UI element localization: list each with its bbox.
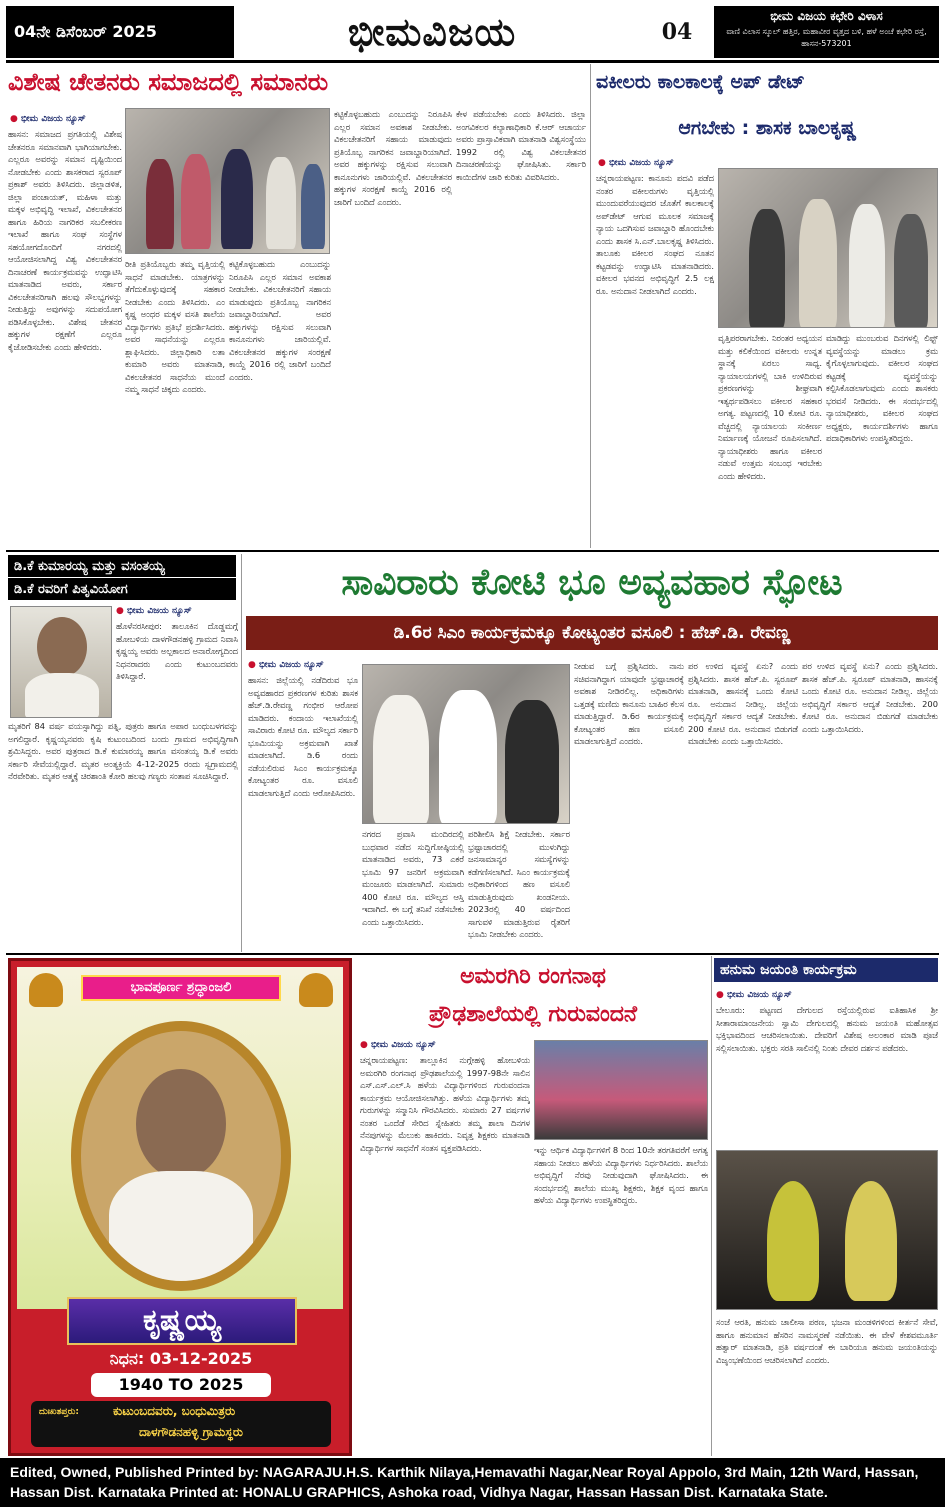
article-column: ಕಟ್ಟಿಕೊಳ್ಳಬಹುದು ಎಂಬುದನ್ನು ನಿರೂಪಿಸಿ ಎಲ್ಲರ ಸಮಾನ ಅವಕಾಶ ನೀಡಬೇಕು. ವಿಕಲಚೇತನರಿಗೆ ಸಹಾಯ ಮಾಡುವುದು ಪ್ರತಿಯೊಬ್ಬ ನಾಗರಿಕನ ಜವಾಬ್ದಾರಿಯಾಗಿದೆ. ಅವರ ಹಕ್ಕುಗಳನ್ನು ರಕ್ಷಿಸುವ ಸಲುವಾಗಿ ಕಾನೂನುಗಳು ಜಾರಿಯಲ್ಲಿವೆ. ವಿಕಲಚೇತನರ ಹಕ್ಕುಗಳ ಸಂರಕ್ಷಣೆ ಕಾಯ್ದೆ 2016 ರಲ್ಲಿ ಜಾರಿಗೆ ಬಂದಿದೆ ಎಂದರು. bbox=[229, 259, 331, 382]
article-column: ರೀತಿ ಪ್ರತಿಯೊಬ್ಬರು ತಮ್ಮ ವೃತ್ತಿಯಲ್ಲಿ ಸಾಧನೆ ಮಾಡಬೇಕು. ಯಾತ್ರಗಳನ್ನು ತೆಗೆದುಕೊಳ್ಳುವುದಕ್ಕೆ ಸಹಕಾರ ನೀಡಬೇಕು ಎಂದು ತಿಳಿಸಿದರು. ಎಂ ಕೃಷ್ಣ ಅಂಧರ ಮಕ್ಕಳ ವಸತಿ ಶಾಲೆಯ ವಿದ್ಯಾರ್ಥಿಗಳು ಪ್ರತಿಭೆ ಪ್ರದರ್ಶಿಸಿದರು. ಅವರ ಸಾಧನೆಯನ್ನು ಎಲ್ಲರೂ ಶ್ಲಾಘಿಸಿದರು. ಜಿಲ್ಲಾಧಿಕಾರಿ ಲತಾ ಕುಮಾರಿ ಅವರು ಮಾತನಾಡಿ, ವಿಕಲಚೇತನರ ಸಾಧನೆಯ ಮುಂದೆ ನಮ್ಮ ಸಾಧನೆ ಚಿಕ್ಕದು ಎಂದರು. bbox=[125, 259, 225, 394]
byline: ● ಭೀಮ ವಿಜಯ ನ್ಯೂಸ್ bbox=[360, 1040, 510, 1050]
article-column: ಮಾಡಿದ್ದು ಮುಂಬರುವ ದಿನಗಳಲ್ಲಿ ಲಿಫ್ಟ್ ವ್ಯವಸ್ಥೆಯನ್ನು ಮಾಡಲು ಕ್ರಮ ಕೈಗೊಳ್ಳಲಾಗುವುದು. ವಕೀಲರ ಸಂಘದ ಕಟ್ಟಡಕ್ಕೆ ವ್ಯವಸ್ಥೆಯನ್ನು ಕಲ್ಪಿಸಿಕೊಡಲಾಗುವುದು ಎಂದು ಶಾಸಕರು ಭರವಸೆ ನೀಡಿದರು. ಈ ಸಂದರ್ಭದಲ್ಲಿ ನ್ಯಾಯಾಧೀಶರು, ವಕೀಲರ ಸಂಘದ ಅಧ್ಯಕ್ಷರು, ಕಾರ್ಯದರ್ಶಿಗಳು ಹಾಗೂ ಪದಾಧಿಕಾರಿಗಳು ಉಪಸ್ಥಿತರಿದ್ದರು. bbox=[826, 333, 938, 443]
article-column: ವೃತ್ತಿಪರರಾಗಬೇಕು. ನಿರಂತರ ಅಧ್ಯಯನ ಮತ್ತು ಕಲಿಕೆಯಿಂದ ವಕೀಲರು ಉನ್ನತ ಸ್ಥಾನಕ್ಕೆ ಏರಲು ಸಾಧ್ಯ. ನ್ಯಾಯಾಲಯಗಳಲ್ಲಿ ಬಾಕಿ ಉಳಿದಿರುವ ಪ್ರಕರಣಗಳನ್ನು ಶೀಘ್ರವಾಗಿ ಇತ್ಯರ್ಥಪಡಿಸಲು ವಕೀಲರ ಸಹಕಾರ ಅಗತ್ಯ. ಪಟ್ಟಣದಲ್ಲಿ 10 ಕೋಟಿ ರೂ. ವೆಚ್ಚದಲ್ಲಿ ನ್ಯಾಯಾಲಯ ಸಂಕೀರ್ಣ ನಿರ್ಮಾಣಕ್ಕೆ ಯೋಜನೆ ರೂಪಿಸಲಾಗಿದೆ. ನ್ಯಾಯಾಧೀಶರು ಹಾಗೂ ವಕೀಲರ ನಡುವೆ ಉತ್ತಮ ಸಂಬಂಧ ಇರಬೇಕು ಎಂದು ಹೇಳಿದರು. bbox=[718, 333, 822, 481]
imprint-line1: Edited, Owned, Published Printed by: NAGARAJU.H.S. Karthik Nilaya,Hemavathi Nagar,Near Royal Appolo, 3rd Main, 12th Ward, Hassan, bbox=[10, 1464, 919, 1480]
section-divider bbox=[6, 953, 939, 955]
mourners-label: ದುಃಖತಪ್ತರು: bbox=[39, 1407, 79, 1417]
issue-date: 04ನೇ ಡಿಸೆಂಬರ್ 2025 bbox=[6, 6, 234, 58]
article-column: ಪರ ಉಳಿದ ವ್ಯವಸ್ಥೆ ಏನು? ಎಂದು ಪ್ರಶ್ನಿಸಿದರು. ಶಾಸಕ ಹೆಚ್.ಪಿ. ಸ್ವರೂಪ್ ಮಾತನಾಡಿ, ಹಾಸನಕ್ಕೆ ಒಂದು ಕೋಟಿ ರೂ. ಅನುದಾನ ನೀಡಿಲ್ಲ. ಜಿಲ್ಲೆಯ ಅಭಿವೃದ್ಧಿಗೆ ಸರ್ಕಾರ ಆದ್ಯತೆ ನೀಡಬೇಕು. 200 ಕೋಟಿ ರೂ. ಅನುದಾನ ಬಿಡುಗಡೆ ಮಾಡಬೇಕು ಎಂದು ಒತ್ತಾಯಿಸಿದರು. bbox=[688, 661, 798, 746]
office-name: ಭೀಮ ವಿಜಯ ಕಛೇರಿ ವಿಳಾಸ bbox=[770, 9, 883, 23]
article-column: ಹಾಸನ: ಜಿಲ್ಲೆಯಲ್ಲಿ ನಡೆದಿರುವ ಭೂ ಅವ್ಯವಹಾರದ ಪ್ರಕರಣಗಳ ಕುರಿತು ಶಾಸಕ ಹೆಚ್.ಡಿ.ರೇವಣ್ಣ ಗಂಭೀರ ಆರೋಪ ಮಾಡಿದರು. ಕಂದಾಯ ಇಲಾಖೆಯಲ್ಲಿ ಸಾವಿರಾರು ಕೋಟಿ ರೂ. ಮೌಲ್ಯದ ಸರ್ಕಾರಿ ಭೂಮಿಯನ್ನು ಅಕ್ರಮವಾಗಿ ಖಾತೆ ಮಾಡಲಾಗಿದೆ. ಡಿ.6 ರಂದು ನಡೆಯಲಿರುವ ಸಿಎಂ ಕಾರ್ಯಕ್ರಮಕ್ಕೂ ಕೋಟ್ಯಂತರ ರೂ. ವಸೂಲಿ ಮಾಡಲಾಗುತ್ತಿದೆ ಎಂದು ಆರೋಪಿಸಿದರು. bbox=[248, 675, 358, 798]
headline-hanuma-jayanti: ಹನುಮ ಜಯಂತಿ ಕಾರ್ಯಕ್ರಮ bbox=[714, 958, 938, 982]
column-divider bbox=[711, 956, 712, 1456]
memorial-ad bbox=[8, 958, 352, 1456]
headline-kumaraiah-line2: ಡಿ.ಕೆ ರವರಿಗೆ ಪಿತೃವಿಯೋಗ bbox=[8, 578, 236, 600]
section-divider bbox=[6, 550, 939, 552]
memorial-name: ಕೃಷ್ಣಯ್ಯ bbox=[67, 1297, 297, 1345]
byline: ● ಭೀಮ ವಿಜಯ ನ್ಯೂಸ್ bbox=[248, 660, 358, 670]
portrait-frame bbox=[71, 1021, 291, 1291]
temple-photo bbox=[716, 1150, 938, 1310]
column-divider bbox=[590, 64, 591, 548]
event-photo bbox=[125, 108, 330, 254]
memorial-mourners-box bbox=[31, 1401, 331, 1447]
article-column: ಚನ್ನರಾಯಪಟ್ಟಣ: ಕಾನೂನು ಪದವಿ ಪಡೆದ ನಂತರ ವಕೀಲರುಗಳು ವೃತ್ತಿಯಲ್ಲಿ ಮುಂದುವರೆಯುವುದರ ಜೊತೆಗೆ ಕಾಲಕಾಲಕ್ಕೆ ಅಪ್‌ಡೇಟ್ ಆಗುವ ಮೂಲಕ ಸಮಾಜಕ್ಕೆ ನ್ಯಾಯ ಒದಗಿಸುವ ಜವಾಬ್ದಾರಿ ಹೊಂದಬೇಕು ಎಂದು ಶಾಸಕ ಸಿ.ಎನ್.ಬಾಲಕೃಷ್ಣ ತಿಳಿಸಿದರು. ತಾಲೂಕು ವಕೀಲರ ಸಂಘದ ನೂತನ ಕಟ್ಟಡವನ್ನು ಉದ್ಘಾಟಿಸಿ ಮಾತನಾಡಿದರು. ವಕೀಲರ ಭವನದ ಅಭಿವೃದ್ಧಿಗೆ 2.5 ಲಕ್ಷ ರೂ. ಅನುದಾನ ನೀಡಲಾಗಿದೆ ಎಂದರು. bbox=[596, 173, 714, 296]
article-column: ಪರಿಶೀಲಿಸಿ ಶಿಕ್ಷೆ ನೀಡಬೇಕು. ಸರ್ಕಾರ ಭ್ರಷ್ಟಾಚಾರದಲ್ಲಿ ಮುಳುಗಿದ್ದು ಜನಸಾಮಾನ್ಯರ ಸಮಸ್ಯೆಗಳನ್ನು ಕಡೆಗಣಿಸಲಾಗಿದೆ. ಸಿಎಂ ಕಾರ್ಯಕ್ರಮಕ್ಕೆ ಅಧಿಕಾರಿಗಳಿಂದ ಹಣ ವಸೂಲಿ ಮಾಡುತ್ತಿರುವುದು ಖಂಡನೀಯ. 2023ರಲ್ಲಿ 40 ವರ್ಷದಿಂದ ಸಾಗುವಳಿ ಮಾಡುತ್ತಿರುವ ರೈತರಿಗೆ ಭೂಮಿ ನೀಡಬೇಕು ಎಂದರು. bbox=[468, 829, 570, 939]
memorial-years: 1940 TO 2025 bbox=[91, 1373, 271, 1397]
article-text: ಹೊಳೆನರಸೀಪುರ: ತಾಲೂಕಿನ ದೊಡ್ಡಮಗ್ಗೆ ಹೋಬಳಿಯ ದಾಳಗೌಡನಹಳ್ಳಿ ಗ್ರಾಮದ ನಿವಾಸಿ ಕೃಷ್ಣಯ್ಯ ಅವರು ಅಲ್ಪಕಾಲದ ಅನಾರೋಗ್ಯದಿಂದ ನಿಧನರಾದರು ಎಂದು ಕುಟುಂಬದವರು ತಿಳಿಸಿದ್ದಾರೆ. bbox=[116, 621, 238, 681]
byline: ● ಭೀಮ ವಿಜಯ ನ್ಯೂಸ್ bbox=[116, 606, 236, 616]
portrait-photo bbox=[10, 606, 112, 718]
imprint-footer bbox=[0, 1458, 945, 1507]
masthead-rule bbox=[6, 60, 939, 63]
byline: ● ಭೀಮ ವಿಜಯ ನ್ಯೂಸ್ bbox=[598, 158, 718, 168]
column-divider bbox=[241, 554, 242, 952]
lamp-icon bbox=[299, 973, 333, 1007]
group-photo bbox=[534, 1040, 708, 1140]
headline-vakilaru-line2: ಆಗಬೇಕು : ಶಾಸಕ ಬಾಲಕೃಷ್ಣ bbox=[678, 117, 857, 139]
headline-amaragiri-line2: ಪ್ರೌಢಶಾಲೆಯಲ್ಲಿ ಗುರುವಂದನೆ bbox=[428, 1002, 638, 1027]
article-column: ಕೇಳ ಪಡೆಯಬೇಕು ಎಂದು ತಿಳಿಸಿದರು. ಜಿಲ್ಲಾ ಅಂಗವಿಕಲರ ಕಲ್ಯಾಣಾಧಿಕಾರಿ ಕೆ.ಆರ್ ಆಚಾರ್ಯ ಅವರು ಪ್ರಾಸ್ತಾವಿಕವಾಗಿ ಮಾತನಾಡಿ ವಿಶ್ವಸಂಸ್ಥೆಯು 1992 ರಲ್ಲಿ ವಿಶ್ವ ವಿಕಲಚೇತನರ ದಿನಾಚರಣೆಯನ್ನು ಘೋಷಿಸಿತು. ಸರ್ಕಾರಿ ಕಾಯಿದೆಗಳ ಜಾರಿ ಕುರಿತು ವಿವರಿಸಿದರು. bbox=[456, 109, 586, 182]
byline: ● ಭೀಮ ವಿಜಯ ನ್ಯೂಸ್ bbox=[10, 114, 120, 124]
portrait-shirt bbox=[109, 1171, 253, 1281]
office-address-box bbox=[714, 6, 939, 58]
byline: ● ಭೀಮ ವಿಜಯ ನ್ಯೂಸ್ bbox=[716, 990, 866, 1000]
mourners-village: ದಾಳಗೌಡನಹಳ್ಳಿ ಗ್ರಾಮಸ್ಥರು bbox=[139, 1425, 243, 1439]
article-column: ಚನ್ನರಾಯಪಟ್ಟಣ: ತಾಲ್ಲೂಕಿನ ನುಗ್ಗೇಹಳ್ಳಿ ಹೋಬಳಿಯ ಅಮರಗಿರಿ ರಂಗನಾಥ ಪ್ರೌಢಶಾಲೆಯಲ್ಲಿ 1997-98ನೇ ಸಾಲಿನ ಎಸ್.ಎಸ್.ಎಲ್.ಸಿ ಹಳೆಯ ವಿದ್ಯಾರ್ಥಿಗಳಿಂದ ಗುರುವಂದನಾ ಕಾರ್ಯಕ್ರಮ ಆಯೋಜಿಸಲಾಗಿತ್ತು. ಹಳೆಯ ವಿದ್ಯಾರ್ಥಿಗಳು ತಮ್ಮ ಗುರುಗಳನ್ನು ಸನ್ಮಾನಿಸಿ ಗೌರವಿಸಿದರು. ಸುಮಾರು 27 ವರ್ಷಗಳ ನಂತರ ಒಂದೆಡೆ ಸೇರಿದ ಸ್ನೇಹಿತರು ತಮ್ಮ ಶಾಲಾ ದಿನಗಳ ನೆನಪುಗಳನ್ನು ಮೆಲುಕು ಹಾಕಿದರು. ನಿವೃತ್ತ ಶಿಕ್ಷಕರು ಮಾತನಾಡಿ ವಿದ್ಯಾರ್ಥಿಗಳ ಸಾಧನೆಗೆ ಸಂತಸ ವ್ಯಕ್ತಪಡಿಸಿದರು. bbox=[360, 1055, 530, 1153]
press-meet-photo bbox=[362, 664, 570, 824]
headline-vishesha-chetana: ವಿಶೇಷ ಚೇತನರು ಸಮಾಜದಲ್ಲಿ ಸಮಾನರು bbox=[8, 68, 329, 96]
mourners-text: ಕುಟುಂಬದವರು, ಬಂಧುಮಿತ್ರರು bbox=[113, 1404, 236, 1418]
article-text: ಮೃತರಿಗೆ 84 ವರ್ಷ ವಯಸ್ಸಾಗಿದ್ದು ಪತ್ನಿ, ಪುತ್ರರು ಹಾಗೂ ಅಪಾರ ಬಂಧುಬಳಗವನ್ನು ಅಗಲಿದ್ದಾರೆ. ಕೃಷ್ಣಯ್ಯನವರು ಕೃಷಿ ಕುಟುಂಬದಿಂದ ಬಂದು ಗ್ರಾಮದ ಅಭಿವೃದ್ಧಿಗಾಗಿ ಶ್ರಮಿಸಿದ್ದರು. ಅವರ ಪುತ್ರರಾದ ಡಿ.ಕೆ ಕುಮಾರಯ್ಯ ಹಾಗೂ ವಸಂತಯ್ಯ ಡಿ.ಕೆ ಅವರು ಸರ್ಕಾರಿ ಸೇವೆಯಲ್ಲಿದ್ದಾರೆ. ಮೃತರ ಅಂತ್ಯಕ್ರಿಯೆ 4-12-2025 ರಂದು ಸ್ವಗ್ರಾಮದಲ್ಲಿ ನೆರವೇರಿತು. ಮೃತರ ಆತ್ಮಕ್ಕೆ ಚಿರಶಾಂತಿ ಕೋರಿ ಹಲವು ಗಣ್ಯರು ಸಂತಾಪ ಸೂಚಿಸಿದ್ದಾರೆ. bbox=[8, 721, 238, 781]
inauguration-photo bbox=[718, 168, 938, 328]
headline-amaragiri-line1: ಅಮರಗಿರಿ ರಂಗನಾಥ bbox=[460, 964, 606, 989]
newspaper-title: ಭೀಮವಿಜಯ bbox=[347, 9, 517, 54]
portrait-face bbox=[136, 1069, 226, 1179]
office-address: ವಾಣಿ ವಿಲಾಸ ಸ್ಕೂಲ್ ಹತ್ತಿರ, ಮಹಾವೀರ ವೃತ್ತದ ಬಳಿ, ಹಳೆ ಅಂಚೆ ಕಛೇರಿ ರಸ್ತೆ, ಹಾಸನ-573201 bbox=[726, 27, 927, 48]
article-column: ಪರ ಉಳಿದ ವ್ಯವಸ್ಥೆ ಏನು? ಎಂದು ಪ್ರಶ್ನಿಸಿದರು. ಶಾಸಕ ಹೆಚ್.ಪಿ. ಸ್ವರೂಪ್ ಮಾತನಾಡಿ, ಹಾಸನಕ್ಕೆ ಒಂದು ಕೋಟಿ ರೂ. ಅನುದಾನ ನೀಡಿಲ್ಲ. ಜಿಲ್ಲೆಯ ಅಭಿವೃದ್ಧಿಗೆ ಸರ್ಕಾರ ಆದ್ಯತೆ ನೀಡಬೇಕು. 200 ಕೋಟಿ ರೂ. ಅನುದಾನ ಬಿಡುಗಡೆ ಮಾಡಬೇಕು ಎಂದು ಒತ್ತಾಯಿಸಿದರು. bbox=[802, 661, 938, 734]
headline-kumaraiah-line1: ಡಿ.ಕೆ ಕುಮಾರಯ್ಯ ಮತ್ತು ವಸಂತಯ್ಯ bbox=[8, 555, 236, 577]
lamp-icon bbox=[29, 973, 63, 1007]
article-column: ಹಾಸನ: ಸಮಾಜದ ಪ್ರಗತಿಯಲ್ಲಿ ವಿಶೇಷ ಚೇತನರೂ ಸಮಾನವಾಗಿ ಭಾಗಿಯಾಗಬೇಕು. ಎಲ್ಲರೂ ಅವರನ್ನು ಸಮಾನ ದೃಷ್ಟಿಯಿಂದ ನೋಡಬೇಕು ಎಂದು ಶಾಸಕರಾದ ಸ್ವರೂಪ್ ಪ್ರಕಾಶ್ ಅವರು ತಿಳಿಸಿದರು. ಜಿಲ್ಲಾಡಳಿತ, ಜಿಲ್ಲಾ ಪಂಚಾಯತ್, ಮಹಿಳಾ ಮತ್ತು ಮಕ್ಕಳ ಅಭಿವೃದ್ಧಿ ಇಲಾಖೆ, ವಿಕಲಚೇತನರ ಹಾಗೂ ಹಿರಿಯ ನಾಗರಿಕರ ಸಬಲೀಕರಣ ಇಲಾಖೆ ಹಾಗೂ ಸಂಘ ಸಂಸ್ಥೆಗಳ ಸಹಯೋಗದೊಂದಿಗೆ ನಗರದಲ್ಲಿ ಆಯೋಜಿಸಲಾಗಿದ್ದ ವಿಶ್ವ ವಿಕಲಚೇತನರ ದಿನಾಚರಣೆ ಕಾರ್ಯಕ್ರಮವನ್ನು ಉದ್ಘಾಟಿಸಿ ಮಾತನಾಡಿದ ಅವರು, ಸರ್ಕಾರ ವಿಕಲಚೇತನರಿಗಾಗಿ ಹಲವು ಸೌಲಭ್ಯಗಳನ್ನು ನೀಡುತ್ತಿದ್ದು ಅವುಗಳನ್ನು ಸದುಪಯೋಗ ಪಡಿಸಿಕೊಳ್ಳಬೇಕು. ವಿಶೇಷ ಚೇತನರ ಹಕ್ಕುಗಳ ರಕ್ಷಣೆಗೆ ಎಲ್ಲರೂ ಕೈಜೋಡಿಸಬೇಕು ಎಂದು ಹೇಳಿದರು. bbox=[8, 129, 122, 352]
headline-vakilaru-line1: ವಕೀಲರು ಕಾಲಕಾಲಕ್ಕೆ ಅಪ್ ಡೇಟ್ bbox=[596, 71, 805, 93]
article-column: ನೀಡುವ ಬಗ್ಗೆ ಪ್ರಶ್ನಿಸಿದರು. ನಾನು ಸಚಿವನಾಗಿದ್ದಾಗ ಯಾವುದೇ ಭ್ರಷ್ಟಾಚಾರಕ್ಕೆ ಅವಕಾಶ ನೀಡಿರಲಿಲ್ಲ. ಅಧಿಕಾರಿಗಳು ಒತ್ತಡಕ್ಕೆ ಮಣಿದು ಕಾನೂನು ಬಾಹಿರ ಕೆಲಸ ಮಾಡುತ್ತಿದ್ದಾರೆ. ಡಿ.6ರ ಕಾರ್ಯಕ್ರಮಕ್ಕೆ ಕೋಟ್ಯಂತರ ಹಣ ವಸೂಲಿ ಮಾಡಲಾಗುತ್ತಿದೆ ಎಂದರು. bbox=[574, 661, 684, 746]
imprint-line2: Hassan Dist. Karnataka Printed at: HONALU GRAPHICS, Ashoka road, Vidhya Nagar, Hassan Hassan Dist. Karnataka State. bbox=[10, 1484, 828, 1500]
article-column: ನಗರದ ಪ್ರವಾಸಿ ಮಂದಿರದಲ್ಲಿ ಬುಧವಾರ ನಡೆದ ಸುದ್ದಿಗೋಷ್ಠಿಯಲ್ಲಿ ಮಾತನಾಡಿದ ಅವರು, 73 ಎಕರೆ ಭೂಮಿ 97 ಜನರಿಗೆ ಅಕ್ರಮವಾಗಿ ಮಂಜೂರು ಮಾಡಲಾಗಿದೆ. ಸುಮಾರು 400 ಕೋಟಿ ರೂ. ಮೌಲ್ಯದ ಆಸ್ತಿ ಇದಾಗಿದೆ. ಈ ಬಗ್ಗೆ ತನಿಖೆ ನಡೆಸಬೇಕು ಎಂದು ಒತ್ತಾಯಿಸಿದರು. bbox=[362, 829, 464, 927]
article-column: ಸಂಜೆ ಆರತಿ, ಹನುಮ ಚಾಲೀಸಾ ಪಠಣ, ಭಜನಾ ಮಂಡಳಿಗಳಿಂದ ಕೀರ್ತನೆ ಸೇವೆ, ಹಾಗೂ ಹನುಮಾನ ಹೆಸರಿನ ನಾಮಸ್ಮರಣೆ ನಡೆಯಿತು. ಈ ವೇಳೆ ಕೇಶವಮೂರ್ತಿ ಹತ್ವಾರ್ ಮಾತನಾಡಿ, ಪ್ರತಿ ವರ್ಷದಂತೆ ಈ ಬಾರಿಯೂ ಹನುಮ ಜಯಂತಿಯನ್ನು ವಿಜೃಂಭಣೆಯಿಂದ ಆಚರಿಸಲಾಗಿದೆ ಎಂದರು. bbox=[716, 1317, 938, 1365]
article-column: ಇನ್ನು ಆರ್ಥಿಕ ವಿದ್ಯಾರ್ಥಿಗಳಿಗೆ 8 ರಿಂದ 10ನೇ ತರಗತಿವರೆಗೆ ಅಗತ್ಯ ಸಹಾಯ ನೀಡಲು ಹಳೆಯ ವಿದ್ಯಾರ್ಥಿಗಳು ನಿರ್ಧರಿಸಿದರು. ಶಾಲೆಯ ಅಭಿವೃದ್ಧಿಗೆ ನೆರವು ನೀಡುವುದಾಗಿ ಘೋಷಿಸಿದರು. ಈ ಸಂದರ್ಭದಲ್ಲಿ ಶಾಲೆಯ ಮುಖ್ಯ ಶಿಕ್ಷಕರು, ಶಿಕ್ಷಕ ವೃಂದ ಹಾಗೂ ಹಳೆಯ ವಿದ್ಯಾರ್ಥಿಗಳು ಉಪಸ್ಥಿತರಿದ್ದರು. bbox=[534, 1145, 708, 1205]
subheadline-revanna: ಡಿ.6ರ ಸಿಎಂ ಕಾರ್ಯಕ್ರಮಕ್ಕೂ ಕೋಟ್ಯಂತರ ವಸೂಲಿ : ಹೆಚ್.ಡಿ. ರೇವಣ್ಣ bbox=[246, 616, 938, 650]
article-column: ಕಟ್ಟಿಕೊಳ್ಳಬಹುದು ಎಂಬುದನ್ನು ನಿರೂಪಿಸಿ ಎಲ್ಲರ ಸಮಾನ ಅವಕಾಶ ನೀಡಬೇಕು. ವಿಕಲಚೇತನರಿಗೆ ಸಹಾಯ ಮಾಡುವುದು ಪ್ರತಿಯೊಬ್ಬ ನಾಗರಿಕನ ಜವಾಬ್ದಾರಿಯಾಗಿದೆ. ಅವರ ಹಕ್ಕುಗಳನ್ನು ರಕ್ಷಿಸುವ ಸಲುವಾಗಿ ಕಾನೂನುಗಳು ಜಾರಿಯಲ್ಲಿವೆ. ವಿಕಲಚೇತನರ ಹಕ್ಕುಗಳ ಸಂರಕ್ಷಣೆ ಕಾಯ್ದೆ 2016 ರಲ್ಲಿ ಜಾರಿಗೆ ಬಂದಿದೆ ಎಂದರು. bbox=[334, 109, 452, 207]
masthead bbox=[6, 6, 939, 58]
memorial-death-date: ನಿಧನ: 03-12-2025 bbox=[109, 1349, 253, 1368]
article-column: ಬೇಲೂರು: ಪಟ್ಟಣದ ದೇಗುಲದ ರಸ್ತೆಯಲ್ಲಿರುವ ಐತಿಹಾಸಿಕ ಶ್ರೀ ಸೀತಾರಾಮಾಂಜನೇಯ ಸ್ವಾಮಿ ದೇಗುಲದಲ್ಲಿ ಹನುಮ ಜಯಂತಿ ಮಹೋತ್ಸವ ಭಕ್ತಿಭಾವದಿಂದ ಆಚರಿಸಲಾಯಿತು. ದೇವರಿಗೆ ವಿಶೇಷ ಅಲಂಕಾರ ಮಾಡಿ ಪೂಜೆ ಸಲ್ಲಿಸಲಾಯಿತು. ಭಕ್ತರು ಸರತಿ ಸಾಲಿನಲ್ಲಿ ನಿಂತು ದೇವರ ದರ್ಶನ ಪಡೆದರು. bbox=[716, 1005, 938, 1053]
memorial-banner: ಭಾವಪೂರ್ಣ ಶ್ರದ್ಧಾಂಜಲಿ bbox=[81, 975, 281, 1001]
headline-bhoo-avyavahara: ಸಾವಿರಾರು ಕೋಟಿ ಭೂ ಅವ್ಯವಹಾರ ಸ್ಫೋಟ bbox=[341, 562, 843, 603]
page-number: 04 bbox=[661, 19, 693, 45]
